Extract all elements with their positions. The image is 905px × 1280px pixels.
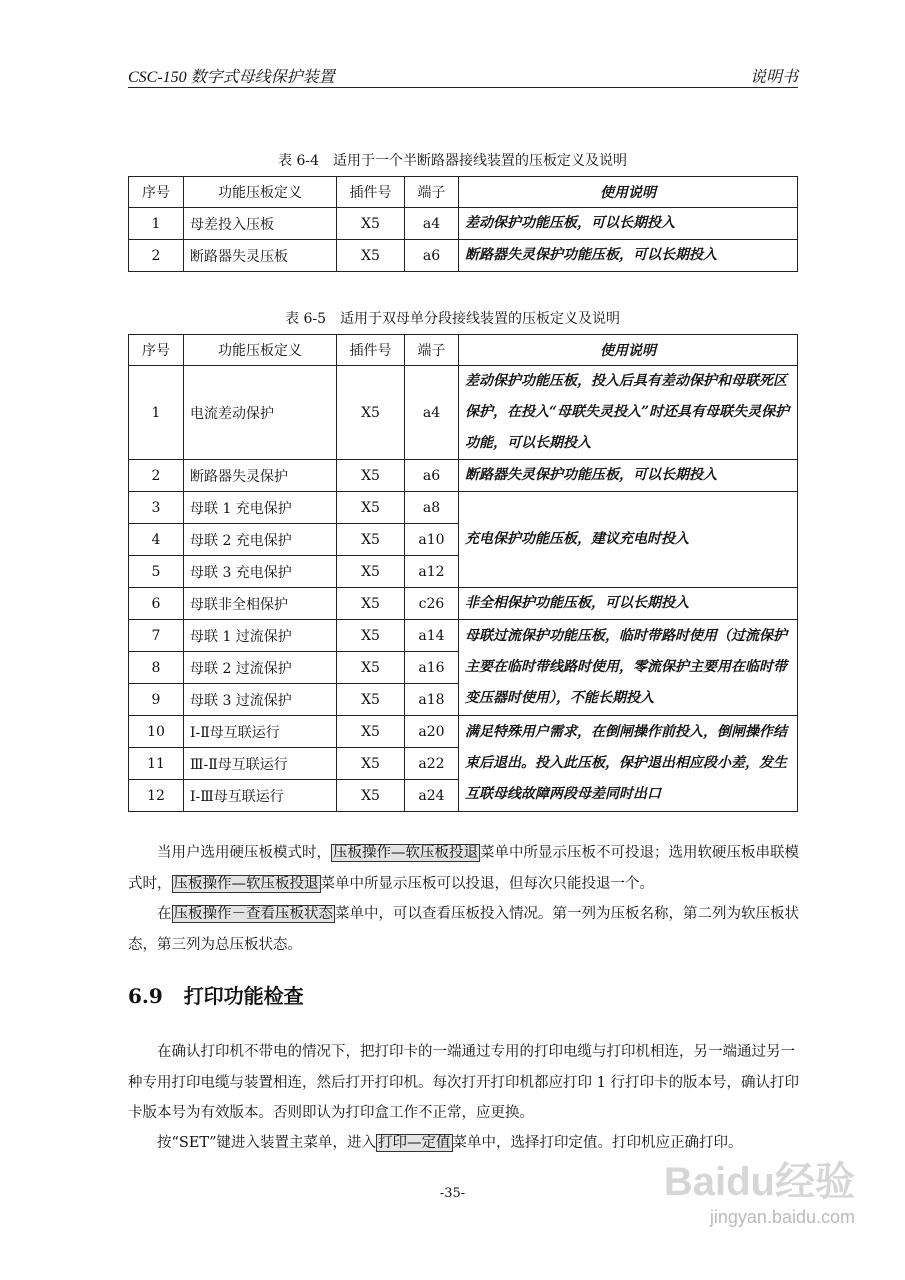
cell: 母联 3 过流保护 — [184, 684, 337, 716]
usage-description: 差动保护功能压板，投入后具有差动保护和母联死区保护，在投入“母联失灵投入”时还具有母联失灵保护功能，可以长期投入 — [459, 366, 798, 460]
cell: a4 — [405, 366, 459, 460]
table1-caption: 表 6-4 适用于一个半断路器接线装置的压板定义及说明 — [278, 153, 627, 169]
cell: a18 — [405, 684, 459, 716]
table-row — [129, 208, 798, 240]
table-row — [129, 620, 798, 652]
cell: 母联 1 过流保护 — [184, 620, 337, 652]
cell: c26 — [405, 588, 459, 620]
cell: 12 — [129, 780, 184, 812]
cell: a16 — [405, 652, 459, 684]
table-row — [129, 460, 798, 492]
cell: a8 — [405, 492, 459, 524]
cell: X5 — [337, 492, 405, 524]
cell: X5 — [337, 716, 405, 748]
usage-description: 母联过流保护功能压板，临时带路时使用（过流保护主要在临时带线路时使用，零流保护主要用在临时带变压器时使用），不能长期投入 — [459, 620, 798, 716]
cell: 10 — [129, 716, 184, 748]
page-number: -35- — [439, 1186, 466, 1201]
cell: a6 — [405, 240, 459, 272]
cell: a24 — [405, 780, 459, 812]
cell: X5 — [337, 208, 405, 240]
table-6-4 — [128, 176, 798, 272]
cell: a22 — [405, 748, 459, 780]
cell: 母联 3 充电保护 — [184, 556, 337, 588]
col-header: 序号 — [129, 335, 184, 366]
cell: X5 — [337, 588, 405, 620]
table-row — [129, 366, 798, 460]
cell: 11 — [129, 748, 184, 780]
cell: 9 — [129, 684, 184, 716]
cell: X5 — [337, 684, 405, 716]
cell: X5 — [337, 366, 405, 460]
cell: X5 — [337, 652, 405, 684]
cell: X5 — [337, 460, 405, 492]
cell: 7 — [129, 620, 184, 652]
text: 按“SET”键进入装置主菜单，进入 — [157, 1135, 377, 1151]
cell: 母联非全相保护 — [184, 588, 337, 620]
cell: 母联 2 充电保护 — [184, 524, 337, 556]
text: 在 — [157, 906, 172, 922]
watermark-url: jingyan.baidu.com — [709, 1207, 855, 1227]
cell: a14 — [405, 620, 459, 652]
cell: X5 — [337, 240, 405, 272]
table2-caption: 表 6-5 适用于双母单分段接线装置的压板定义及说明 — [285, 311, 620, 327]
cell: 1 — [129, 208, 184, 240]
cell: a10 — [405, 524, 459, 556]
paragraph-3: 在确认打印机不带电的情况下，把打印卡的一端通过专用的打印电缆与打印机相连，另一端通过另一种专用打印电缆与装置相连，然后打开打印机。每次打开打印机都应打印 1 行打印卡的版本号，确认打印卡版本号为有效版本。否则即认为打印盒工作不正常，应更换。 — [128, 1044, 799, 1121]
col-header: 端子 — [405, 177, 459, 208]
cell: a4 — [405, 208, 459, 240]
table-row — [129, 588, 798, 620]
cell: a20 — [405, 716, 459, 748]
cell: Ⅰ-Ⅱ母互联运行 — [184, 716, 337, 748]
cell: X5 — [337, 620, 405, 652]
menu-path: 压板操作—软压板投退 — [173, 875, 319, 892]
cell: X5 — [337, 748, 405, 780]
cell: 6 — [129, 588, 184, 620]
col-header: 插件号 — [337, 177, 405, 208]
cell: 断路器失灵保护 — [184, 460, 337, 492]
cell: 3 — [129, 492, 184, 524]
col-header: 插件号 — [337, 335, 405, 366]
cell: 断路器失灵压板 — [184, 240, 337, 272]
text: 菜单中所显示压板不可投退；选用软硬压板串联模式时， — [128, 845, 799, 892]
cell: 母联 2 过流保护 — [184, 652, 337, 684]
cell: Ⅰ-Ⅲ母互联运行 — [184, 780, 337, 812]
section-number: 6.9 — [128, 984, 163, 1008]
text: 菜单中，选择打印定值。打印机应正确打印。 — [452, 1135, 743, 1151]
col-header: 使用说明 — [459, 177, 798, 208]
table-header — [129, 177, 798, 208]
cell: 4 — [129, 524, 184, 556]
cell: Ⅲ-Ⅱ母互联运行 — [184, 748, 337, 780]
cell: 2 — [129, 240, 184, 272]
col-header: 功能压板定义 — [184, 335, 337, 366]
col-header: 序号 — [129, 177, 184, 208]
usage-description: 满足特殊用户需求，在倒闸操作前投入，倒闸操作结束后退出。投入此压板，保护退出相应段小差，发生互联母线故障两段母差同时出口 — [459, 716, 798, 812]
col-header: 端子 — [405, 335, 459, 366]
watermark-logo — [664, 1150, 855, 1228]
cell: 母差投入压板 — [184, 208, 337, 240]
section-title: 打印功能检查 — [183, 984, 304, 1008]
usage-description: 非全相保护功能压板，可以长期投入 — [459, 588, 798, 620]
usage-description: 充电保护功能压板，建议充电时投入 — [459, 492, 798, 588]
cell: X5 — [337, 524, 405, 556]
paragraph-2 — [128, 899, 800, 960]
cell: 差动保护功能压板，可以长期投入 — [459, 208, 798, 240]
cell: 母联 1 充电保护 — [184, 492, 337, 524]
col-header: 使用说明 — [459, 335, 798, 366]
menu-path: 打印—定值 — [378, 1135, 451, 1151]
table-6-5 — [128, 334, 798, 812]
menu-path: 压板操作—软压板投退 — [333, 845, 478, 861]
cell: 2 — [129, 460, 184, 492]
cell: X5 — [337, 556, 405, 588]
cell: a12 — [405, 556, 459, 588]
menu-path: 压板操作－查看压板状态 — [173, 906, 333, 922]
text: 当用户选用硬压板模式时， — [157, 845, 331, 861]
header-rule — [128, 87, 798, 88]
table-header — [129, 335, 798, 366]
watermark-brand: Baidu经验 — [663, 1160, 855, 1204]
cell: 5 — [129, 556, 184, 588]
cell: X5 — [337, 780, 405, 812]
table-row — [129, 240, 798, 272]
text: 菜单中，可以查看压板投入情况。第一列为压板名称，第二列为软压板状态，第三列为总压板状态。 — [128, 906, 799, 953]
header-right: 说明书 — [749, 69, 798, 86]
col-header: 功能压板定义 — [184, 177, 337, 208]
usage-description: 断路器失灵保护功能压板，可以长期投入 — [459, 460, 798, 492]
text: 菜单中所显示压板可以投退，但每次只能投退一个。 — [320, 875, 654, 892]
paragraph-1 — [128, 838, 800, 899]
table-row — [129, 492, 798, 524]
cell: 断路器失灵保护功能压板，可以长期投入 — [459, 240, 798, 272]
cell: 1 — [129, 366, 184, 460]
cell: 电流差动保护 — [184, 366, 337, 460]
header-title: CSC-150 数字式母线保护装置 — [128, 69, 335, 86]
cell: a6 — [405, 460, 459, 492]
section-heading — [128, 980, 304, 1009]
cell: 8 — [129, 652, 184, 684]
table-row — [129, 716, 798, 748]
